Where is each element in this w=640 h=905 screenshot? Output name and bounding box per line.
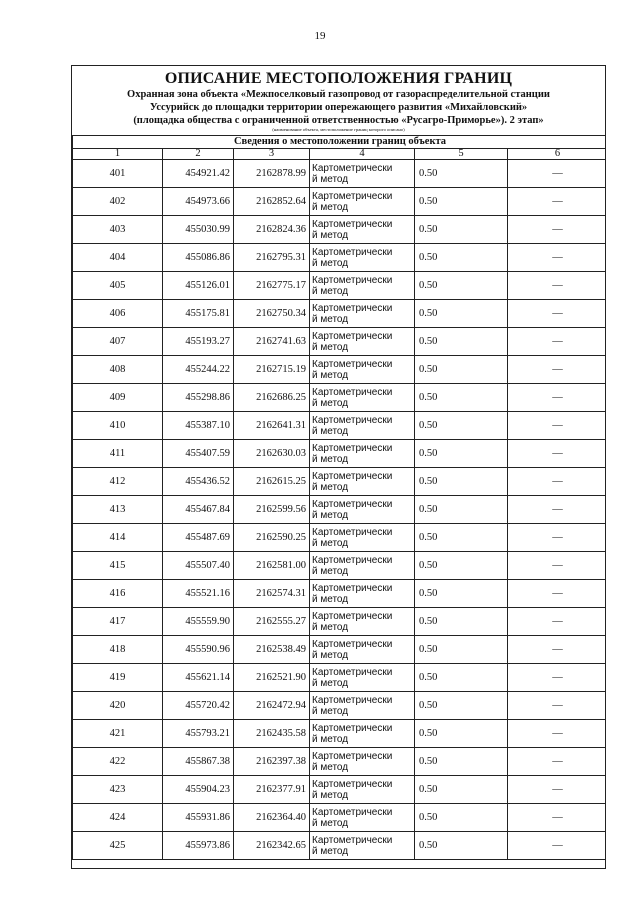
description-cell: —: [508, 776, 607, 804]
column-number: 4: [310, 149, 415, 160]
precision-cell: 0.50: [415, 580, 508, 608]
method-cell: [310, 440, 415, 468]
x-coordinate-cell: 455175.81: [163, 300, 234, 328]
method-line-2: й метод: [312, 509, 349, 521]
x-coordinate-cell: 455244.22: [163, 356, 234, 384]
point-number-cell: 420: [73, 692, 163, 720]
precision-cell: 0.50: [415, 496, 508, 524]
table-row: [73, 328, 607, 356]
y-coordinate-cell: 2162435.58: [234, 720, 310, 748]
table-row: [73, 412, 607, 440]
method-cell: [310, 580, 415, 608]
x-coordinate-cell: 455720.42: [163, 692, 234, 720]
object-description: [72, 88, 605, 127]
method-line-2: й метод: [312, 677, 349, 689]
method-cell: [310, 496, 415, 524]
y-coordinate-cell: 2162599.56: [234, 496, 310, 524]
x-coordinate-cell: 455867.38: [163, 748, 234, 776]
method-cell: [310, 188, 415, 216]
method-line-1: Картометрически: [312, 330, 393, 342]
precision-cell: 0.50: [415, 384, 508, 412]
method-line-2: й метод: [312, 789, 349, 801]
precision-cell: 0.50: [415, 552, 508, 580]
description-cell: —: [508, 692, 607, 720]
y-coordinate-cell: 2162615.25: [234, 468, 310, 496]
precision-cell: 0.50: [415, 636, 508, 664]
method-line-1: Картометрически: [312, 582, 393, 594]
description-cell: —: [508, 804, 607, 832]
method-line-1: Картометрически: [312, 806, 393, 818]
method-line-2: й метод: [312, 761, 349, 773]
method-line-1: Картометрически: [312, 638, 393, 650]
description-cell: —: [508, 384, 607, 412]
x-coordinate-cell: 455904.23: [163, 776, 234, 804]
method-cell: [310, 664, 415, 692]
method-line-1: Картометрически: [312, 442, 393, 454]
method-cell: [310, 300, 415, 328]
method-cell: [310, 748, 415, 776]
page-number: 19: [314, 30, 326, 42]
description-cell: —: [508, 552, 607, 580]
y-coordinate-cell: 2162555.27: [234, 608, 310, 636]
description-cell: —: [508, 580, 607, 608]
y-coordinate-cell: 2162641.31: [234, 412, 310, 440]
method-line-2: й метод: [312, 845, 349, 857]
x-coordinate-cell: 455387.10: [163, 412, 234, 440]
section-header: Сведения о местоположении границ объекта: [73, 136, 607, 149]
description-cell: —: [508, 832, 607, 860]
table-row: [73, 832, 607, 860]
table-row: [73, 692, 607, 720]
precision-cell: 0.50: [415, 272, 508, 300]
table-row: [73, 468, 607, 496]
method-cell: [310, 272, 415, 300]
method-cell: [310, 216, 415, 244]
point-number-cell: 402: [73, 188, 163, 216]
method-cell: [310, 468, 415, 496]
y-coordinate-cell: 2162630.03: [234, 440, 310, 468]
table-row: [73, 552, 607, 580]
x-coordinate-cell: 455521.16: [163, 580, 234, 608]
method-line-1: Картометрически: [312, 358, 393, 370]
description-cell: —: [508, 636, 607, 664]
method-cell: [310, 636, 415, 664]
point-number-cell: 405: [73, 272, 163, 300]
x-coordinate-cell: 454973.66: [163, 188, 234, 216]
description-cell: —: [508, 524, 607, 552]
x-coordinate-cell: 455559.90: [163, 608, 234, 636]
method-line-2: й метод: [312, 369, 349, 381]
table-row: [73, 216, 607, 244]
precision-cell: 0.50: [415, 748, 508, 776]
y-coordinate-cell: 2162581.00: [234, 552, 310, 580]
x-coordinate-cell: 455407.59: [163, 440, 234, 468]
y-coordinate-cell: 2162750.34: [234, 300, 310, 328]
method-line-1: Картометрически: [312, 554, 393, 566]
method-line-1: Картометрически: [312, 750, 393, 762]
method-line-1: Картометрически: [312, 666, 393, 678]
description-cell: —: [508, 496, 607, 524]
method-cell: [310, 524, 415, 552]
method-cell: [310, 244, 415, 272]
point-number-cell: 414: [73, 524, 163, 552]
method-line-2: й метод: [312, 229, 349, 241]
point-number-cell: 403: [73, 216, 163, 244]
y-coordinate-cell: 2162538.49: [234, 636, 310, 664]
point-number-cell: 422: [73, 748, 163, 776]
x-coordinate-cell: 455793.21: [163, 720, 234, 748]
x-coordinate-cell: 455507.40: [163, 552, 234, 580]
precision-cell: 0.50: [415, 720, 508, 748]
point-number-cell: 425: [73, 832, 163, 860]
method-line-1: Картометрически: [312, 610, 393, 622]
method-line-2: й метод: [312, 173, 349, 185]
point-number-cell: 423: [73, 776, 163, 804]
x-coordinate-cell: 455436.52: [163, 468, 234, 496]
precision-cell: 0.50: [415, 440, 508, 468]
table-row: [73, 272, 607, 300]
description-line: (площадка общества с ограниченной ответственностью «Русагро-Приморье»). 2 этап»: [133, 115, 544, 126]
description-line: Уссурийск до площадки территории опережающего развития «Михайловский»: [149, 102, 528, 113]
precision-cell: 0.50: [415, 328, 508, 356]
document-frame: [71, 65, 606, 869]
x-coordinate-cell: 455298.86: [163, 384, 234, 412]
method-line-2: й метод: [312, 453, 349, 465]
boundary-table: [72, 135, 606, 860]
precision-cell: 0.50: [415, 216, 508, 244]
method-cell: [310, 412, 415, 440]
method-cell: [310, 328, 415, 356]
precision-cell: 0.50: [415, 832, 508, 860]
method-line-1: Картометрически: [312, 246, 393, 258]
method-line-1: Картометрически: [312, 834, 393, 846]
y-coordinate-cell: 2162741.63: [234, 328, 310, 356]
precision-cell: 0.50: [415, 804, 508, 832]
table-row: [73, 524, 607, 552]
table-row: [73, 496, 607, 524]
table-row: [73, 748, 607, 776]
table-row: [73, 636, 607, 664]
table-row: [73, 356, 607, 384]
description-note: (наименование объекта, местоположение границ которого описано): [272, 127, 405, 132]
point-number-cell: 409: [73, 384, 163, 412]
x-coordinate-cell: 455590.96: [163, 636, 234, 664]
x-coordinate-cell: 455467.84: [163, 496, 234, 524]
method-line-1: Картометрически: [312, 218, 393, 230]
description-cell: —: [508, 300, 607, 328]
description-cell: —: [508, 272, 607, 300]
point-number-cell: 416: [73, 580, 163, 608]
method-line-1: Картометрически: [312, 722, 393, 734]
precision-cell: 0.50: [415, 356, 508, 384]
point-number-cell: 410: [73, 412, 163, 440]
method-line-2: й метод: [312, 565, 349, 577]
y-coordinate-cell: 2162397.38: [234, 748, 310, 776]
method-line-2: й метод: [312, 733, 349, 745]
y-coordinate-cell: 2162590.25: [234, 524, 310, 552]
point-number-cell: 404: [73, 244, 163, 272]
table-row: [73, 160, 607, 188]
point-number-cell: 424: [73, 804, 163, 832]
method-cell: [310, 552, 415, 580]
point-number-cell: 407: [73, 328, 163, 356]
precision-cell: 0.50: [415, 524, 508, 552]
description-cell: —: [508, 160, 607, 188]
description-cell: —: [508, 328, 607, 356]
column-number: 1: [73, 149, 163, 160]
precision-cell: 0.50: [415, 300, 508, 328]
description-cell: —: [508, 468, 607, 496]
method-line-2: й метод: [312, 481, 349, 493]
y-coordinate-cell: 2162686.25: [234, 384, 310, 412]
point-number-cell: 413: [73, 496, 163, 524]
point-number-cell: 412: [73, 468, 163, 496]
x-coordinate-cell: 454921.42: [163, 160, 234, 188]
method-line-2: й метод: [312, 341, 349, 353]
description-cell: —: [508, 748, 607, 776]
description-cell: —: [508, 608, 607, 636]
description-cell: —: [508, 188, 607, 216]
y-coordinate-cell: 2162364.40: [234, 804, 310, 832]
description-cell: —: [508, 216, 607, 244]
description-line: Охранная зона объекта «Межпоселковый газопровод от газораспределительной станции: [127, 89, 550, 100]
point-number-cell: 419: [73, 664, 163, 692]
method-line-2: й метод: [312, 817, 349, 829]
precision-cell: 0.50: [415, 776, 508, 804]
method-line-2: й метод: [312, 425, 349, 437]
method-line-1: Картометрически: [312, 162, 393, 174]
precision-cell: 0.50: [415, 244, 508, 272]
table-body: [73, 160, 607, 860]
method-line-2: й метод: [312, 649, 349, 661]
table-row: [73, 300, 607, 328]
description-cell: —: [508, 720, 607, 748]
point-number-cell: 408: [73, 356, 163, 384]
description-cell: —: [508, 244, 607, 272]
description-cell: —: [508, 412, 607, 440]
precision-cell: 0.50: [415, 608, 508, 636]
method-line-1: Картометрически: [312, 302, 393, 314]
method-cell: [310, 356, 415, 384]
y-coordinate-cell: 2162852.64: [234, 188, 310, 216]
y-coordinate-cell: 2162824.36: [234, 216, 310, 244]
point-number-cell: 401: [73, 160, 163, 188]
method-cell: [310, 804, 415, 832]
method-line-1: Картометрически: [312, 470, 393, 482]
method-line-2: й метод: [312, 621, 349, 633]
y-coordinate-cell: 2162878.99: [234, 160, 310, 188]
table-row: [73, 720, 607, 748]
precision-cell: 0.50: [415, 412, 508, 440]
x-coordinate-cell: 455126.01: [163, 272, 234, 300]
table-row: [73, 244, 607, 272]
method-cell: [310, 608, 415, 636]
method-line-2: й метод: [312, 537, 349, 549]
table-row: [73, 776, 607, 804]
column-number: 2: [163, 149, 234, 160]
method-line-1: Картометрически: [312, 190, 393, 202]
y-coordinate-cell: 2162377.91: [234, 776, 310, 804]
description-cell: —: [508, 356, 607, 384]
table-row: [73, 188, 607, 216]
y-coordinate-cell: 2162521.90: [234, 664, 310, 692]
x-coordinate-cell: 455931.86: [163, 804, 234, 832]
y-coordinate-cell: 2162472.94: [234, 692, 310, 720]
y-coordinate-cell: 2162715.19: [234, 356, 310, 384]
precision-cell: 0.50: [415, 188, 508, 216]
method-line-2: й метод: [312, 257, 349, 269]
precision-cell: 0.50: [415, 468, 508, 496]
y-coordinate-cell: 2162342.65: [234, 832, 310, 860]
method-line-2: й метод: [312, 285, 349, 297]
method-line-1: Картометрически: [312, 526, 393, 538]
method-cell: [310, 720, 415, 748]
method-cell: [310, 776, 415, 804]
method-line-2: й метод: [312, 705, 349, 717]
precision-cell: 0.50: [415, 692, 508, 720]
point-number-cell: 415: [73, 552, 163, 580]
column-number: 6: [508, 149, 607, 160]
column-number: 3: [234, 149, 310, 160]
x-coordinate-cell: 455030.99: [163, 216, 234, 244]
method-cell: [310, 384, 415, 412]
table-row: [73, 608, 607, 636]
method-line-1: Картометрически: [312, 274, 393, 286]
method-line-1: Картометрически: [312, 414, 393, 426]
table-row: [73, 580, 607, 608]
point-number-cell: 418: [73, 636, 163, 664]
precision-cell: 0.50: [415, 160, 508, 188]
method-line-2: й метод: [312, 593, 349, 605]
method-line-1: Картометрически: [312, 778, 393, 790]
point-number-cell: 406: [73, 300, 163, 328]
document-title: ОПИСАНИЕ МЕСТОПОЛОЖЕНИЯ ГРАНИЦ: [164, 70, 513, 87]
method-line-2: й метод: [312, 201, 349, 213]
x-coordinate-cell: 455973.86: [163, 832, 234, 860]
method-cell: [310, 692, 415, 720]
x-coordinate-cell: 455487.69: [163, 524, 234, 552]
x-coordinate-cell: 455086.86: [163, 244, 234, 272]
precision-cell: 0.50: [415, 664, 508, 692]
y-coordinate-cell: 2162795.31: [234, 244, 310, 272]
table-row: [73, 384, 607, 412]
point-number-cell: 417: [73, 608, 163, 636]
description-cell: —: [508, 440, 607, 468]
column-number: 5: [415, 149, 508, 160]
method-line-1: Картометрически: [312, 694, 393, 706]
point-number-cell: 411: [73, 440, 163, 468]
method-cell: [310, 832, 415, 860]
y-coordinate-cell: 2162775.17: [234, 272, 310, 300]
method-line-2: й метод: [312, 397, 349, 409]
table-row: [73, 664, 607, 692]
method-cell: [310, 160, 415, 188]
table-row: [73, 804, 607, 832]
method-line-1: Картометрически: [312, 386, 393, 398]
x-coordinate-cell: 455193.27: [163, 328, 234, 356]
x-coordinate-cell: 455621.14: [163, 664, 234, 692]
method-line-1: Картометрически: [312, 498, 393, 510]
table-row: [73, 440, 607, 468]
point-number-cell: 421: [73, 720, 163, 748]
description-cell: —: [508, 664, 607, 692]
method-line-2: й метод: [312, 313, 349, 325]
y-coordinate-cell: 2162574.31: [234, 580, 310, 608]
